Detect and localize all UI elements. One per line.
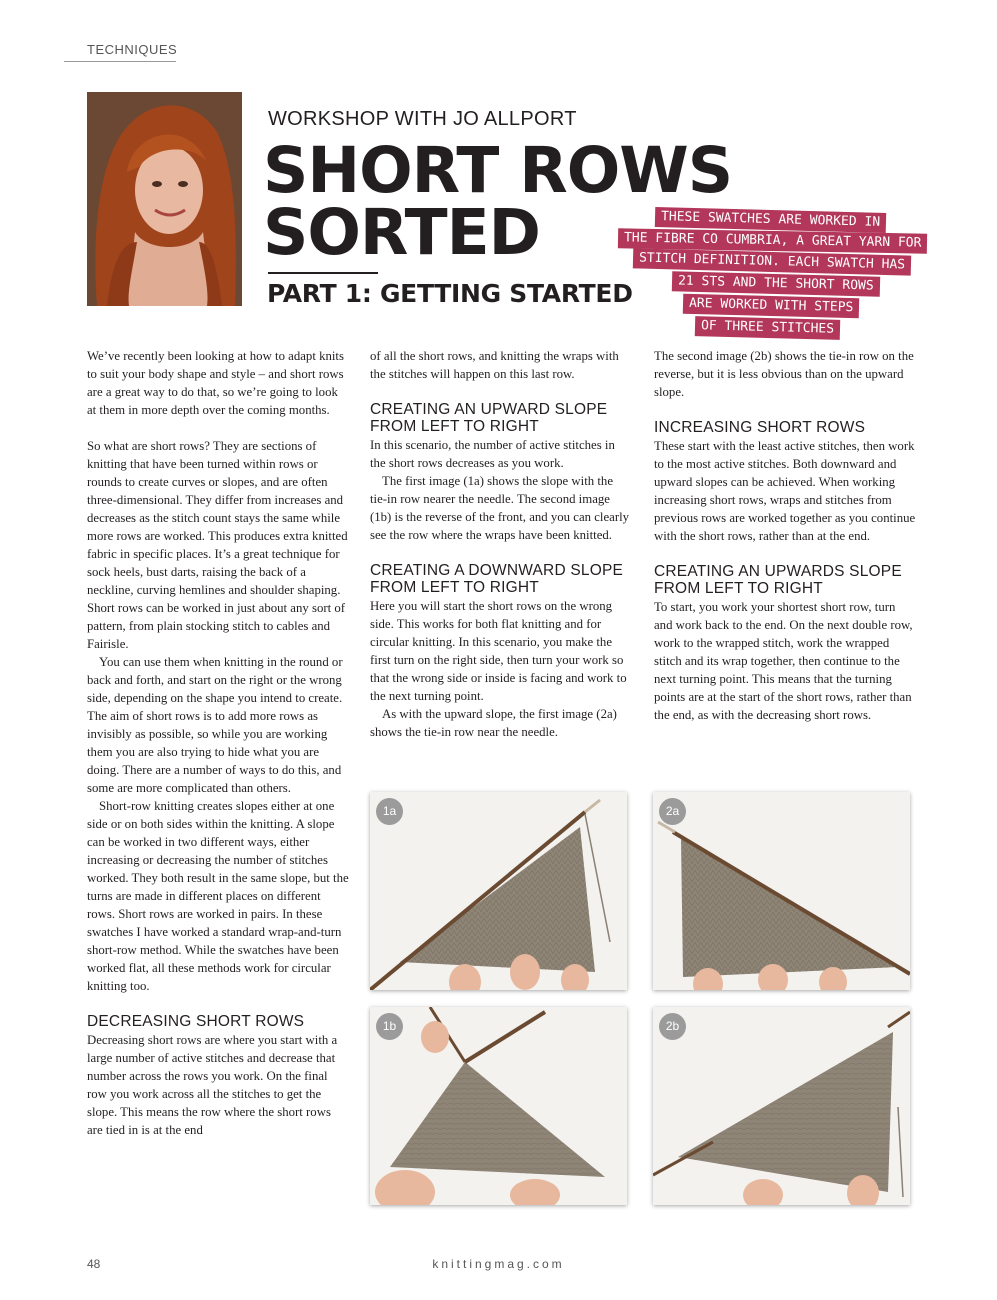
photo-badge: 1b <box>376 1013 403 1040</box>
paragraph: of all the short rows, and knitting the wraps with the stitches will happen on this last row. <box>370 349 619 381</box>
paragraph: You can use them when knitting in the round or back and forth, and start on the right or the wrong side, depending on the shape you intend to create. The aim of short rows is to add more rows as invisibly as possible, so while you are working them you are also trying to hide what you are doing. There are a number of ways to do this, and some are more complicated than others. <box>87 655 343 795</box>
callout-line: STITCH DEFINITION. EACH SWATCH HAS <box>633 248 912 275</box>
section-heading: CREATING AN UPWARD SLOPE FROM LEFT TO RIGHT <box>370 401 608 435</box>
swatch-photo-2a <box>653 792 910 990</box>
section-heading: INCREASING SHORT ROWS <box>654 419 866 436</box>
column-1 <box>87 347 349 1139</box>
column-2 <box>370 347 632 741</box>
paragraph: As with the upward slope, the first image (2a) shows the tie-in row near the needle. <box>370 707 617 739</box>
section-heading: CREATING A DOWNWARD SLOPE FROM LEFT TO RIGHT <box>370 562 624 596</box>
section-divider <box>64 61 176 62</box>
paragraph: Decreasing short rows are where you start with a large number of active stitches and decrease that number across the rows you work. On the final row you work across all the stitches to get the slope. This means the row where the short rows are tied in is at the end <box>87 1033 338 1137</box>
paragraph: These start with the least active stitches, then work to the most active stitches. Both downward and upward slopes can be achieved. When working increasing short rows, wraps and stitches from previous rows are worked together as you continue with the short rows, rather than at the end. <box>654 439 916 543</box>
photo-badge: 2b <box>659 1013 686 1040</box>
callout-line: OF THREE STITCHES <box>695 316 841 340</box>
section-heading: DECREASING SHORT ROWS <box>87 1013 305 1030</box>
paragraph: The second image (2b) shows the tie-in row on the reverse, but it is less obvious than on the upward slope. <box>654 349 914 399</box>
paragraph: To start, you work your shortest short row, turn and work back to the end. On the next double row, work to the wrapped stitch, work the wrapped stitch and its wrap together, then continue to the next turning point. This means that the turning points are at the start of the short rows, rather than the end, as with the decreasing short rows. <box>654 600 913 722</box>
callout-line: ARE WORKED WITH STEPS <box>683 294 860 319</box>
paragraph: The first image (1a) shows the slope with the tie-in row nearer the needle. The second image (1b) is the reverse of the front, and you can clearly see the row where the wraps have been knitted. <box>370 474 630 542</box>
page-number: 48 <box>87 1257 101 1271</box>
swatch-photo-1a <box>370 792 627 990</box>
swatch-photo-1b <box>370 1007 627 1205</box>
paragraph: We’ve recently been looking at how to adapt knits to suit your body shape and style – and short rows are a great way to do that, so we’re going to look at them in more depth over the coming months. <box>87 349 344 417</box>
section-label: TECHNIQUES <box>87 42 178 57</box>
photo-badge: 2a <box>659 798 686 825</box>
paragraph: Short-row knitting creates slopes either at one side or on both sides within the knitting. A slope can be worked in two different ways, either increasing or decreasing the number of stitches worked. They both result in the same slope, but the turns are made in different places on different rows. Short rows are worked in pairs. In these swatches I have worked a standard wrap-and-turn short-row method. While the swatches have been worked flat, all these methods work for circular knitting too. <box>87 799 349 993</box>
callout-line: 21 STS AND THE SHORT ROWS <box>672 271 880 296</box>
column-3 <box>654 347 916 724</box>
paragraph: In this scenario, the number of active stitches in the short rows decreases as you work. <box>370 438 615 470</box>
paragraph: Here you will start the short rows on the wrong side. This works for both flat knitting and for circular knitting. In this scenario, you make the first turn on the right side, then turn your work so that the wrong side or inside is facing and work to the next turning point. <box>370 599 627 703</box>
callout-line: THE FIBRE CO CUMBRIA, A GREAT YARN FOR <box>618 228 928 253</box>
author-portrait <box>87 92 242 306</box>
paragraph: So what are short rows? They are sections of knitting that have been turned within rows or rounds to create curves or slopes, and are often three-dimensional. They differ from increases and decreases as the stitch count stays the same while more rows are worked. This produces extra knitted fabric in specific places. It’s a great technique for sock heels, bust darts, raising the back of a neckline, curving hemlines and shoulder shaping. Short rows can be worked in just about any sort of pattern, from plain stocking stitch to cables and Fairisle. <box>87 439 348 651</box>
website-url: knittingmag.com <box>432 1257 565 1271</box>
subhead: PART 1: GETTING STARTED <box>267 279 633 308</box>
headline-line-1: SHORT ROWS <box>263 134 733 207</box>
headline-line-2: SORTED <box>263 196 540 269</box>
workshop-kicker: WORKSHOP WITH JO ALLPORT <box>268 108 577 130</box>
photo-badge: 1a <box>376 798 403 825</box>
swatch-photo-2b <box>653 1007 910 1205</box>
title-divider <box>268 272 378 274</box>
callout-line: THESE SWATCHES ARE WORKED IN <box>655 207 887 233</box>
section-heading: CREATING AN UPWARDS SLOPE FROM LEFT TO RIGHT <box>654 563 902 597</box>
